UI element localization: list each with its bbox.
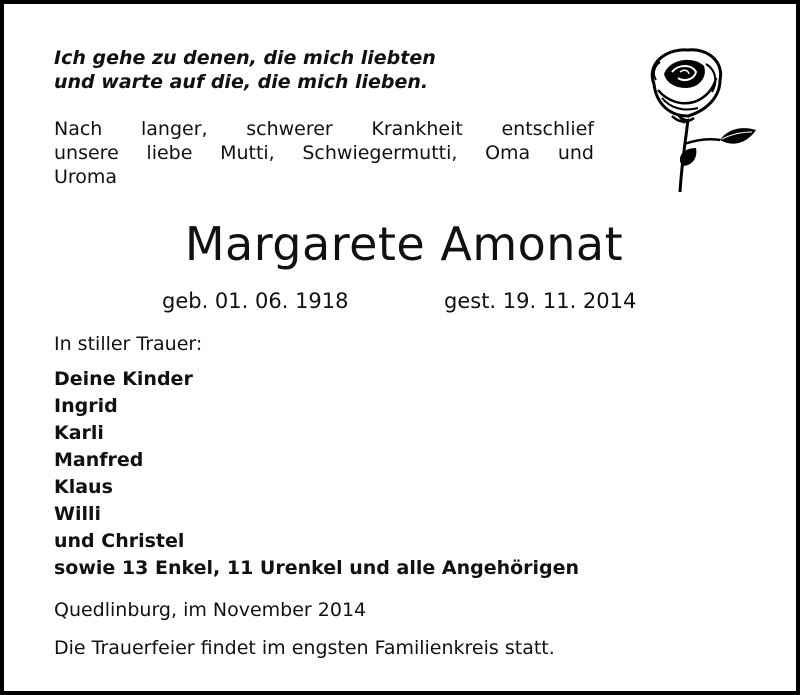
intro-line-3: Uroma bbox=[54, 166, 118, 188]
death-date: gest. 19. 11. 2014 bbox=[444, 289, 637, 313]
intro-line-2: unsere liebe Mutti, Schwiegermutti, Oma und bbox=[54, 142, 594, 164]
intro-text bbox=[54, 117, 594, 189]
list-item: Klaus bbox=[54, 476, 113, 498]
mourning-label: In stiller Trauer: bbox=[54, 333, 203, 355]
mourners-list bbox=[54, 366, 579, 582]
motto-quote bbox=[54, 46, 574, 94]
rose-icon bbox=[636, 44, 758, 194]
list-item: Ingrid bbox=[54, 395, 118, 417]
list-item: und Christel bbox=[54, 530, 185, 552]
motto-line-1: Ich gehe zu denen, die mich liebten bbox=[54, 47, 436, 69]
list-item: Deine Kinder bbox=[54, 368, 193, 390]
ceremony-note: Die Trauerfeier findet im engsten Familienkreis statt. bbox=[54, 637, 555, 659]
list-item: sowie 13 Enkel, 11 Urenkel und alle Angehörigen bbox=[54, 557, 580, 579]
intro-line-1: Nach langer, schwerer Krankheit entschlief bbox=[54, 118, 594, 140]
list-item: Karli bbox=[54, 422, 104, 444]
rose-leaf bbox=[720, 128, 756, 144]
list-item: Willi bbox=[54, 503, 102, 525]
birth-date: geb. 01. 06. 1918 bbox=[162, 289, 349, 313]
deceased-name: Margarete Amonat bbox=[184, 217, 624, 271]
motto-line-2: und warte auf die, die mich lieben. bbox=[54, 71, 429, 93]
place-date: Quedlinburg, im November 2014 bbox=[54, 599, 367, 621]
list-item: Manfred bbox=[54, 449, 144, 471]
